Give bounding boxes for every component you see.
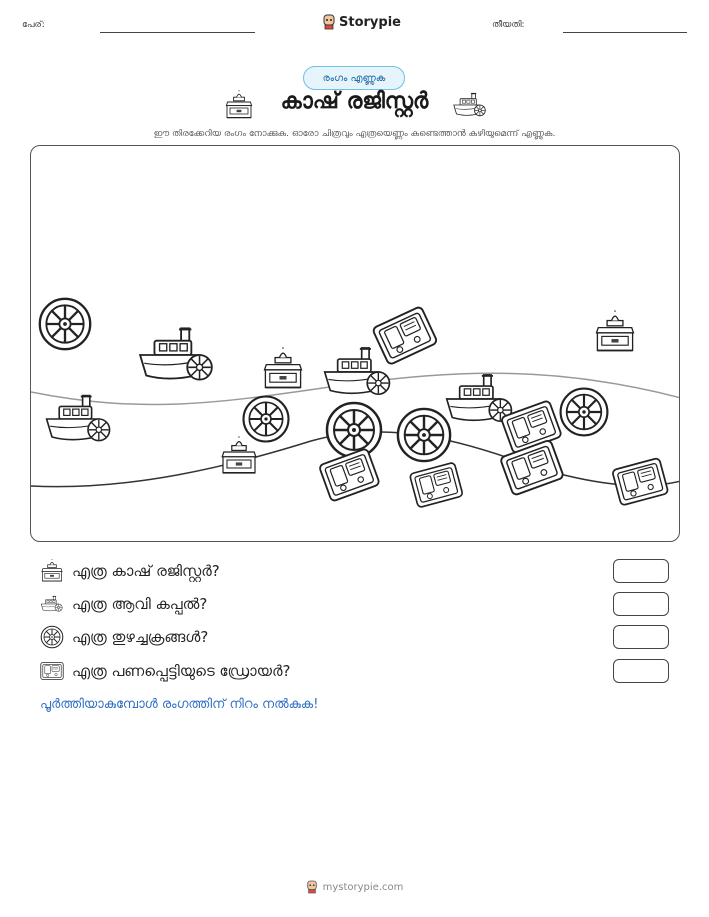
name-line[interactable] [100,32,255,33]
brand-logo [322,14,401,30]
page-title: കാഷ് രജിസ്റ്റർ [280,89,429,114]
name-label: പേര്: [22,20,45,30]
scene-illustration [31,146,680,542]
steamboat [140,328,212,379]
cash-drawer-icon [40,659,64,683]
footer [0,880,709,894]
question-text: എത്ര കാഷ് രജിസ്റ്റർ? [72,562,220,580]
paddle-wheel-icon [40,625,64,649]
brand-name: Storypie [339,14,401,30]
answer-box-steamboat[interactable] [613,592,669,616]
steamboat [447,375,512,421]
paddle-wheel [561,389,608,436]
storypie-mascot-icon [322,14,336,30]
cash-register [597,310,634,350]
steamboat-icon [40,592,64,616]
cash-register [265,347,302,387]
cash-drawer [319,448,380,502]
question-text: എത്ര പണപ്പെട്ടിയുടെ ഡ്രോയർ? [72,662,291,680]
question-text: എത്ര ആവി കപ്പൽ? [72,595,208,613]
cash-drawer [372,306,438,365]
instructions: ഈ തിരക്കേറിയ രംഗം നോക്കുക. ഓരോ ചിത്രവും എത്രയെണ്ണം കണ്ടെത്താൻ കഴിയുമെന്ന് എണ്ണുക. [153,129,556,139]
answer-box-paddle-wheel[interactable] [613,625,669,649]
answer-box-cash-register[interactable] [613,559,669,583]
steamboat-icon [452,91,488,119]
cash-register [222,436,256,472]
cash-register-icon [40,559,64,583]
date-label: തീയതി: [492,20,525,30]
color-prompt: പൂർത്തിയാകുമ്പോൾ രംഗത്തിന് നിറം നൽകുക! [40,697,319,712]
cash-drawer [612,458,668,506]
storypie-mascot-icon [306,880,318,894]
question-text: എത്ര തുഴച്ചക്രങ്ങൾ? [72,628,209,646]
steamboat [325,348,390,394]
paddle-wheel [40,299,90,349]
cash-drawer [500,440,564,496]
paddle-wheel [244,397,289,442]
paddle-wheel [398,409,450,461]
counting-scene [30,145,680,542]
date-line[interactable] [563,32,687,33]
question-cash-register [40,559,220,583]
footer-url[interactable]: mystorypie.com [322,881,404,893]
answer-box-cash-drawer[interactable] [613,659,669,683]
question-steamboat [40,592,207,616]
question-cash-drawer [40,659,290,683]
cash-drawer [409,462,463,507]
question-paddle-wheel [40,625,208,649]
activity-badge: രംഗം എണ്ണുക [303,66,405,90]
paddle-wheel [327,403,381,457]
